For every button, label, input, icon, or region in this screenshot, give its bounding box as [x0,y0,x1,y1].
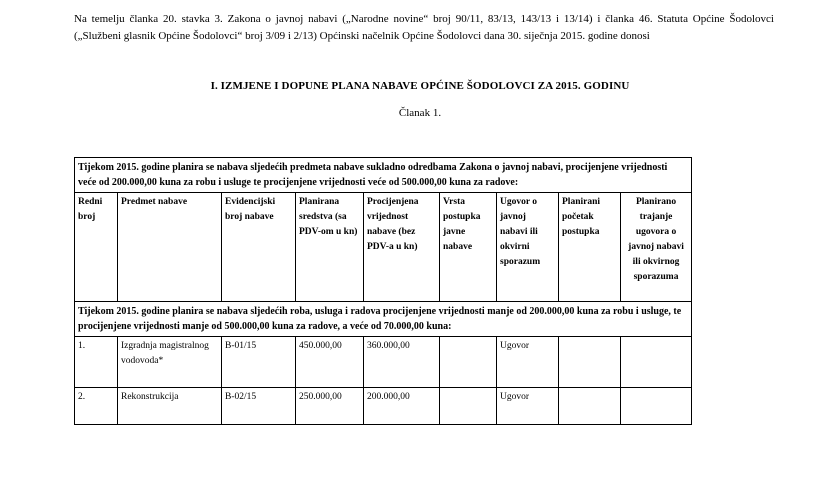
header-cell-planned: Planirana sredstva (sa PDV-om u kn) [296,193,364,302]
cell-subject: Rekonstrukcija [118,388,222,425]
cell-start [559,337,621,388]
cell-duration [621,388,692,425]
procurement-plan-table [74,157,692,425]
section-under-threshold: Tijekom 2015. godine planira se nabava sljedećih roba, usluga i radova procijenjene vrijednosti manje od 200.000,00 kuna za robu i usluge, te procijenjene vrijednosti manje od 500.000,00 kuna za radove, a veće od 70.000,00 kuna: [75,302,692,337]
header-cell-contract: Ugovor o javnoj nabavi ili okvirni sporazum [497,193,559,302]
cell-procedure [440,337,497,388]
table-header-row [75,193,692,302]
cell-estimated: 200.000,00 [364,388,440,425]
cell-no: 1. [75,337,118,388]
table-row [75,337,692,388]
cell-ref: B-02/15 [222,388,296,425]
header-cell-ref: Evidencijski broj nabave [222,193,296,302]
cell-start [559,388,621,425]
header-cell-start: Planirani početak postupka [559,193,621,302]
cell-planned: 450.000,00 [296,337,364,388]
header-cell-subject: Predmet nabave [118,193,222,302]
cell-ref: B-01/15 [222,337,296,388]
header-cell-no: Redni broj [75,193,118,302]
document-heading: I. IZMJENE I DOPUNE PLANA NABAVE OPĆINE ŠODOLOVCI ZA 2015. GODINU [210,80,630,92]
intro-paragraph: Na temelju članka 20. stavka 3. Zakona o javnoj nabavi („Narodne novine“ broj 90/11, 83/13, 143/13 i 13/14) i članka 46. Statuta Općine Šodolovci („Službeni glasnik Općine Šodolovci“ broj 3/09 i 2/13) Općinski načelnik Općine Šodolovci dana 30. siječnja 2015. godine donosi [74,13,774,42]
article-number: Članak 1. [398,107,442,119]
cell-estimated: 360.000,00 [364,337,440,388]
cell-no: 2. [75,388,118,425]
section-over-threshold: Tijekom 2015. godine planira se nabava sljedećih predmeta nabave sukladno odredbama Zakona o javnoj nabavi, procijenjene vrijednosti veće od 200.000,00 kuna za robu i usluge te procijenjene vrijednosti veće od 500.000,00 kuna za radove: [75,158,692,193]
cell-procedure [440,388,497,425]
header-cell-estimated: Procijenjena vrijednost nabave (bez PDV-a u kn) [364,193,440,302]
header-cell-duration: Planirano trajanje ugovora o javnoj nabavi ili okvirnog sporazuma [621,193,692,302]
header-cell-procedure: Vrsta postupka javne nabave [440,193,497,302]
cell-subject: Izgradnja magistralnog vodovoda* [118,337,222,388]
cell-planned: 250.000,00 [296,388,364,425]
cell-contract: Ugovor [497,388,559,425]
cell-duration [621,337,692,388]
cell-contract: Ugovor [497,337,559,388]
table-row [75,388,692,425]
